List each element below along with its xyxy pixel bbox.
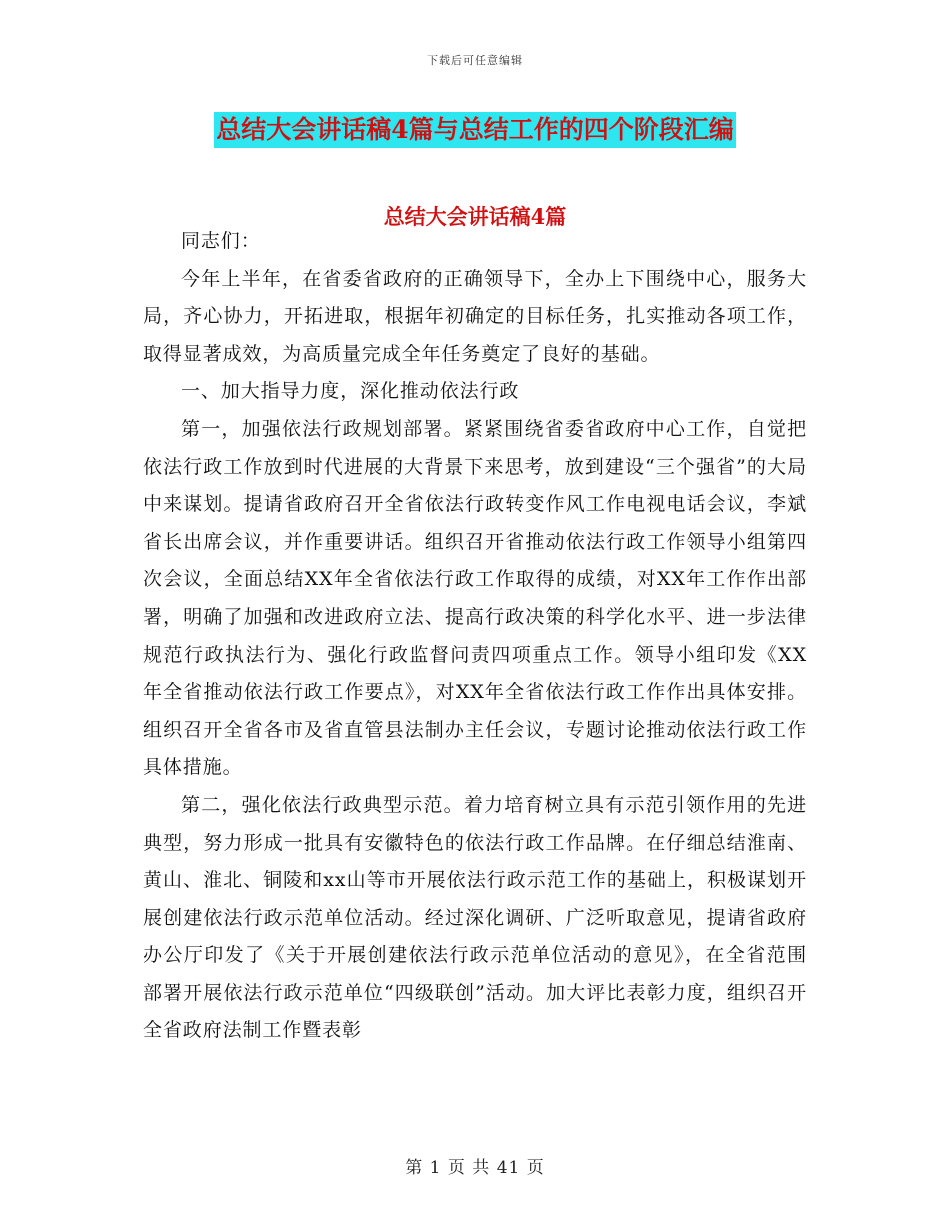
document-body [143, 223, 807, 1050]
body-paragraph: 第一，加强依法行政规划部署。紧紧围绕省委省政府中心工作，自觉把依法行政工作放到时代进展的大背景下来思考，放到建设“三个强省”的大局中来谋划。提请省政府召开全省依法行政转变作风工作电视电话会议，李斌省长出席会议，并作重要讲话。组织召开省推动依法行政工作领导小组第四次会议，全面总结XX年全省依法行政工作取得的成绩，对XX年工作作出部署，明确了加强和改进政府立法、提高行政决策的科学化水平、进一步法律规范行政执法行为、强化行政监督问责四项重点工作。领导小组印发《XX年全省推动依法行政工作要点》，对XX年全省依法行政工作作出具体安排。组织召开全省各市及省直管县法制办主任会议，专题讨论推动依法行政工作具体措施。 [143, 417, 807, 779]
main-title-container [0, 112, 950, 148]
section-heading: 一、加大指导力度，深化推动依法行政 [181, 380, 520, 403]
header-note: 下载后可任意编辑 [427, 54, 523, 67]
sub-title: 总结大会讲话稿4篇 [383, 204, 567, 229]
intro-paragraph: 今年上半年，在省委省政府的正确领导下，全办上下围绕中心，服务大局，齐心协力，开拓进取，根据年初确定的目标任务，扎实推动各项工作，取得显著成效，为高质量完成全年任务奠定了良好的基础。 [143, 267, 807, 365]
salutation-paragraph: 同志们： [181, 230, 261, 252]
body-paragraph: 第二，强化依法行政典型示范。着力培育树立具有示范引领作用的先进典型，努力形成一批具有安徽特色的依法行政工作品牌。在仔细总结淮南、黄山、淮北、铜陵和xx山等市开展依法行政示范工作的基础上，积极谋划开展创建依法行政示范单位活动。经过深化调研、广泛听取意见，提请省政府办公厅印发了《关于开展创建依法行政示范单位活动的意见》，在全省范围部署开展依法行政示范单位“四级联创”活动。加大评比表彰力度，组织召开全省政府法制工作暨表彰 [143, 793, 807, 1042]
page-number: 第 1 页 共 41 页 [405, 1158, 545, 1178]
main-title: 总结大会讲话稿4篇与总结工作的四个阶段汇编 [214, 112, 735, 148]
